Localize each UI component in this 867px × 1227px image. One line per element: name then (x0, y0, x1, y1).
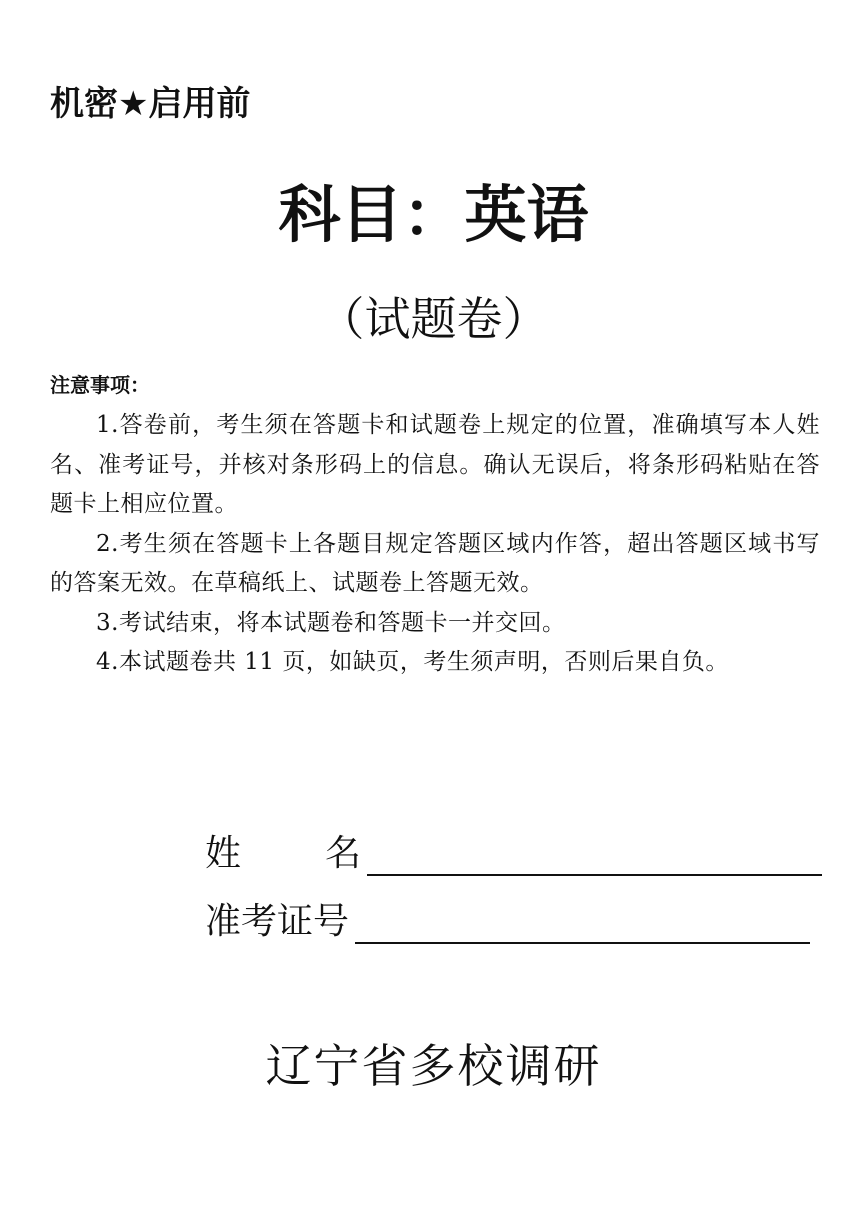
notice-item-2: 2.考生须在答题卡上各题目规定答题区域内作答，超出答题区域书写的答案无效。在草稿纸上、试题卷上答题无效。 (50, 530, 820, 596)
name-field-row (205, 826, 822, 876)
name-field-line[interactable] (367, 834, 822, 876)
name-field-label: 姓名 (205, 833, 446, 874)
notice-title: 注意事项： (50, 373, 150, 397)
notice-item-4: 4.本试题卷共 11 页，如缺页，考生须声明，否则后果自负。 (96, 649, 729, 675)
confidential-label: 机密★启用前 (50, 84, 251, 124)
exam-id-field-line[interactable] (355, 902, 810, 944)
notice-item-1: 1.答卷前，考生须在答题卡和试题卷上规定的位置，准确填写本人姓名、准考证号，并核对条形码上的信息。确认无误后，将条形码粘贴在答题卡上相应位置。 (50, 412, 820, 517)
notice-item-3: 3.考试结束，将本试题卷和答题卡一并交回。 (96, 609, 566, 636)
paper-type-subtitle: （试题卷） (318, 292, 549, 346)
exam-id-field-label: 准考证号 (205, 901, 350, 942)
notice-list (50, 406, 820, 683)
exam-id-field-row (205, 894, 810, 944)
subject-title: 科目：英语 (278, 178, 589, 251)
organization-name: 辽宁省多校调研 (265, 1039, 602, 1093)
